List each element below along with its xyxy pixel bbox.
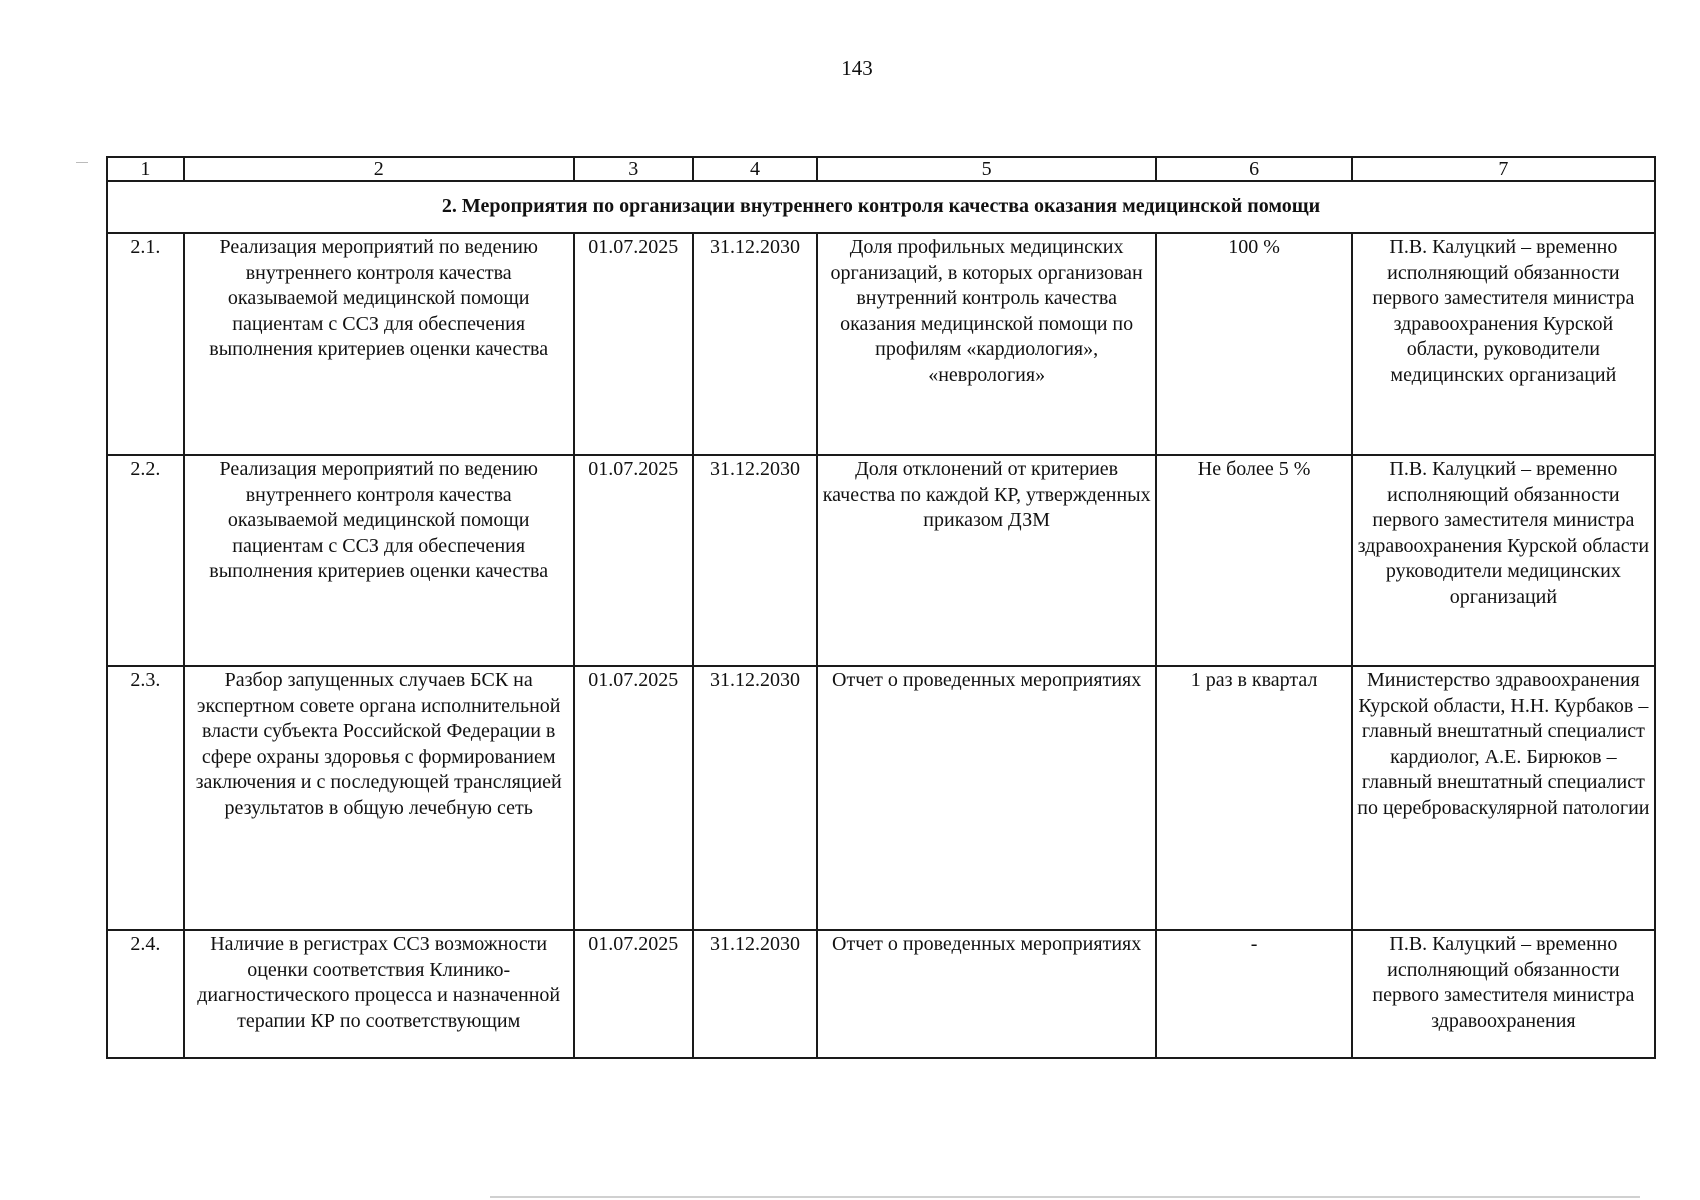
responsible-cell: П.В. Калуцкий – временно исполняющий обязанности первого заместителя министра здравоохранения <box>1352 930 1655 1058</box>
activities-table <box>106 156 1656 1059</box>
indicator-cell: Отчет о проведенных мероприятиях <box>817 666 1156 930</box>
end-date-cell: 31.12.2030 <box>693 233 817 455</box>
table-row <box>107 455 1655 666</box>
row-number: 2.2. <box>107 455 184 666</box>
indicator-cell: Доля отклонений от критериев качества по каждой КР, утвержденных приказом ДЗМ <box>817 455 1156 666</box>
table-row <box>107 930 1655 1058</box>
start-date-cell: 01.07.2025 <box>574 930 694 1058</box>
row-number: 2.4. <box>107 930 184 1058</box>
start-date-cell: 01.07.2025 <box>574 666 694 930</box>
column-number: 2 <box>184 157 574 181</box>
end-date-cell: 31.12.2030 <box>693 455 817 666</box>
page-number: 143 <box>841 56 873 80</box>
column-number: 7 <box>1352 157 1655 181</box>
column-number: 5 <box>817 157 1156 181</box>
section-title: 2. Мероприятия по организации внутреннего контроля качества оказания медицинской помощи <box>107 181 1655 233</box>
column-number-row <box>107 157 1655 181</box>
table-row <box>107 233 1655 455</box>
row-number: 2.3. <box>107 666 184 930</box>
column-number: 3 <box>574 157 694 181</box>
responsible-cell: П.В. Калуцкий – временно исполняющий обязанности первого заместителя министра здравоохранения Курской области руководители медицинских организаций <box>1352 455 1655 666</box>
value-cell: Не более 5 % <box>1156 455 1351 666</box>
activity-cell: Разбор запущенных случаев БСК на экспертном совете органа исполнительной власти субъекта Российской Федерации в сфере охраны здоровья с формированием заключения и с последующей трансляцией результатов в общую лечебную сеть <box>184 666 574 930</box>
table-row <box>107 666 1655 930</box>
column-number: 6 <box>1156 157 1351 181</box>
activity-cell: Реализация мероприятий по ведению внутреннего контроля качества оказываемой медицинской помощи пациентам с ССЗ для обеспечения выполнения критериев оценки качества <box>184 233 574 455</box>
margin-mark <box>76 162 88 163</box>
start-date-cell: 01.07.2025 <box>574 455 694 666</box>
section-row <box>107 181 1655 233</box>
responsible-cell: Министерство здравоохранения Курской области, Н.Н. Курбаков – главный внештатный специалист кардиолог, А.Е. Бирюков – главный внештатный специалист по цереброваскулярной патологии <box>1352 666 1655 930</box>
value-cell: 100 % <box>1156 233 1351 455</box>
column-number: 1 <box>107 157 184 181</box>
value-cell: 1 раз в квартал <box>1156 666 1351 930</box>
activity-cell: Реализация мероприятий по ведению внутреннего контроля качества оказываемой медицинской помощи пациентам с ССЗ для обеспечения выполнения критериев оценки качества <box>184 455 574 666</box>
indicator-cell: Доля профильных медицинских организаций, в которых организован внутренний контроль качества оказания медицинской помощи по профилям «кардиология», «неврология» <box>817 233 1156 455</box>
row-number: 2.1. <box>107 233 184 455</box>
bottom-rule <box>490 1196 1640 1198</box>
indicator-cell: Отчет о проведенных мероприятиях <box>817 930 1156 1058</box>
start-date-cell: 01.07.2025 <box>574 233 694 455</box>
activity-cell: Наличие в регистрах ССЗ возможности оценки соответствия Клинико-диагностического процесса и назначенной терапии КР по соответствующим <box>184 930 574 1058</box>
value-cell: - <box>1156 930 1351 1058</box>
responsible-cell: П.В. Калуцкий – временно исполняющий обязанности первого заместителя министра здравоохранения Курской области, руководители медицинских организаций <box>1352 233 1655 455</box>
end-date-cell: 31.12.2030 <box>693 666 817 930</box>
column-number: 4 <box>693 157 817 181</box>
end-date-cell: 31.12.2030 <box>693 930 817 1058</box>
